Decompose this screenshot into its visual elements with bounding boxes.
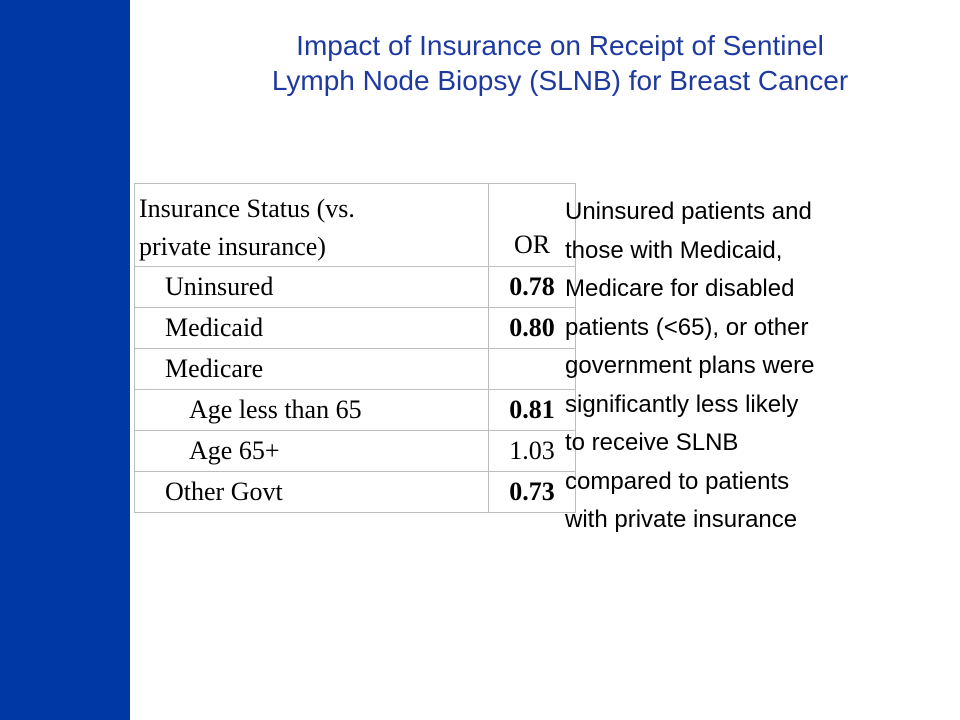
summary-line: Medicare for disabled [565,275,795,302]
row-label-age-65-plus: Age 65+ [135,431,489,472]
row-label-uninsured: Uninsured [135,267,489,308]
summary-text [565,193,905,540]
row-label-other-govt: Other Govt [135,472,489,513]
header-insurance-status [135,184,489,267]
table-row [135,267,576,308]
row-label-medicaid: Medicaid [135,308,489,349]
odds-ratio-table [134,183,576,513]
table-row [135,308,576,349]
row-label-medicare: Medicare [135,349,489,390]
table-row [135,472,576,513]
header-or: OR [489,184,576,267]
row-value-uninsured: 0.78 [489,267,576,308]
title-line-2: Lymph Node Biopsy (SLNB) for Breast Cancer [271,65,849,96]
summary-line: significantly less likely [565,390,799,418]
accent-bar [0,0,130,720]
summary-line: to receive SLNB [565,429,739,456]
table-row [135,431,576,472]
row-value-medicaid: 0.80 [489,308,576,349]
summary-line: government plans were [565,352,815,379]
slide-title [160,28,960,98]
header-label-line-1: Insurance Status (vs. [139,194,355,223]
summary-line: Uninsured patients and [565,198,812,225]
summary-line: with private insurance [565,506,798,533]
row-value-other-govt: 0.73 [489,472,576,513]
summary-line: compared to patients [565,467,790,495]
row-value-age-65-plus: 1.03 [489,431,576,472]
table-row [135,390,576,431]
header-label-line-2: private insurance) [139,232,326,261]
table-row [135,349,576,390]
row-value-medicare [489,349,576,390]
table-header-row [135,184,576,267]
row-value-age-less-than-65: 0.81 [489,390,576,431]
summary-line: patients (<65), or other [565,313,809,341]
summary-line: those with Medicaid, [565,236,783,264]
title-line-1: Impact of Insurance on Receipt of Sentinel [296,30,824,61]
row-label-age-less-than-65: Age less than 65 [135,390,489,431]
